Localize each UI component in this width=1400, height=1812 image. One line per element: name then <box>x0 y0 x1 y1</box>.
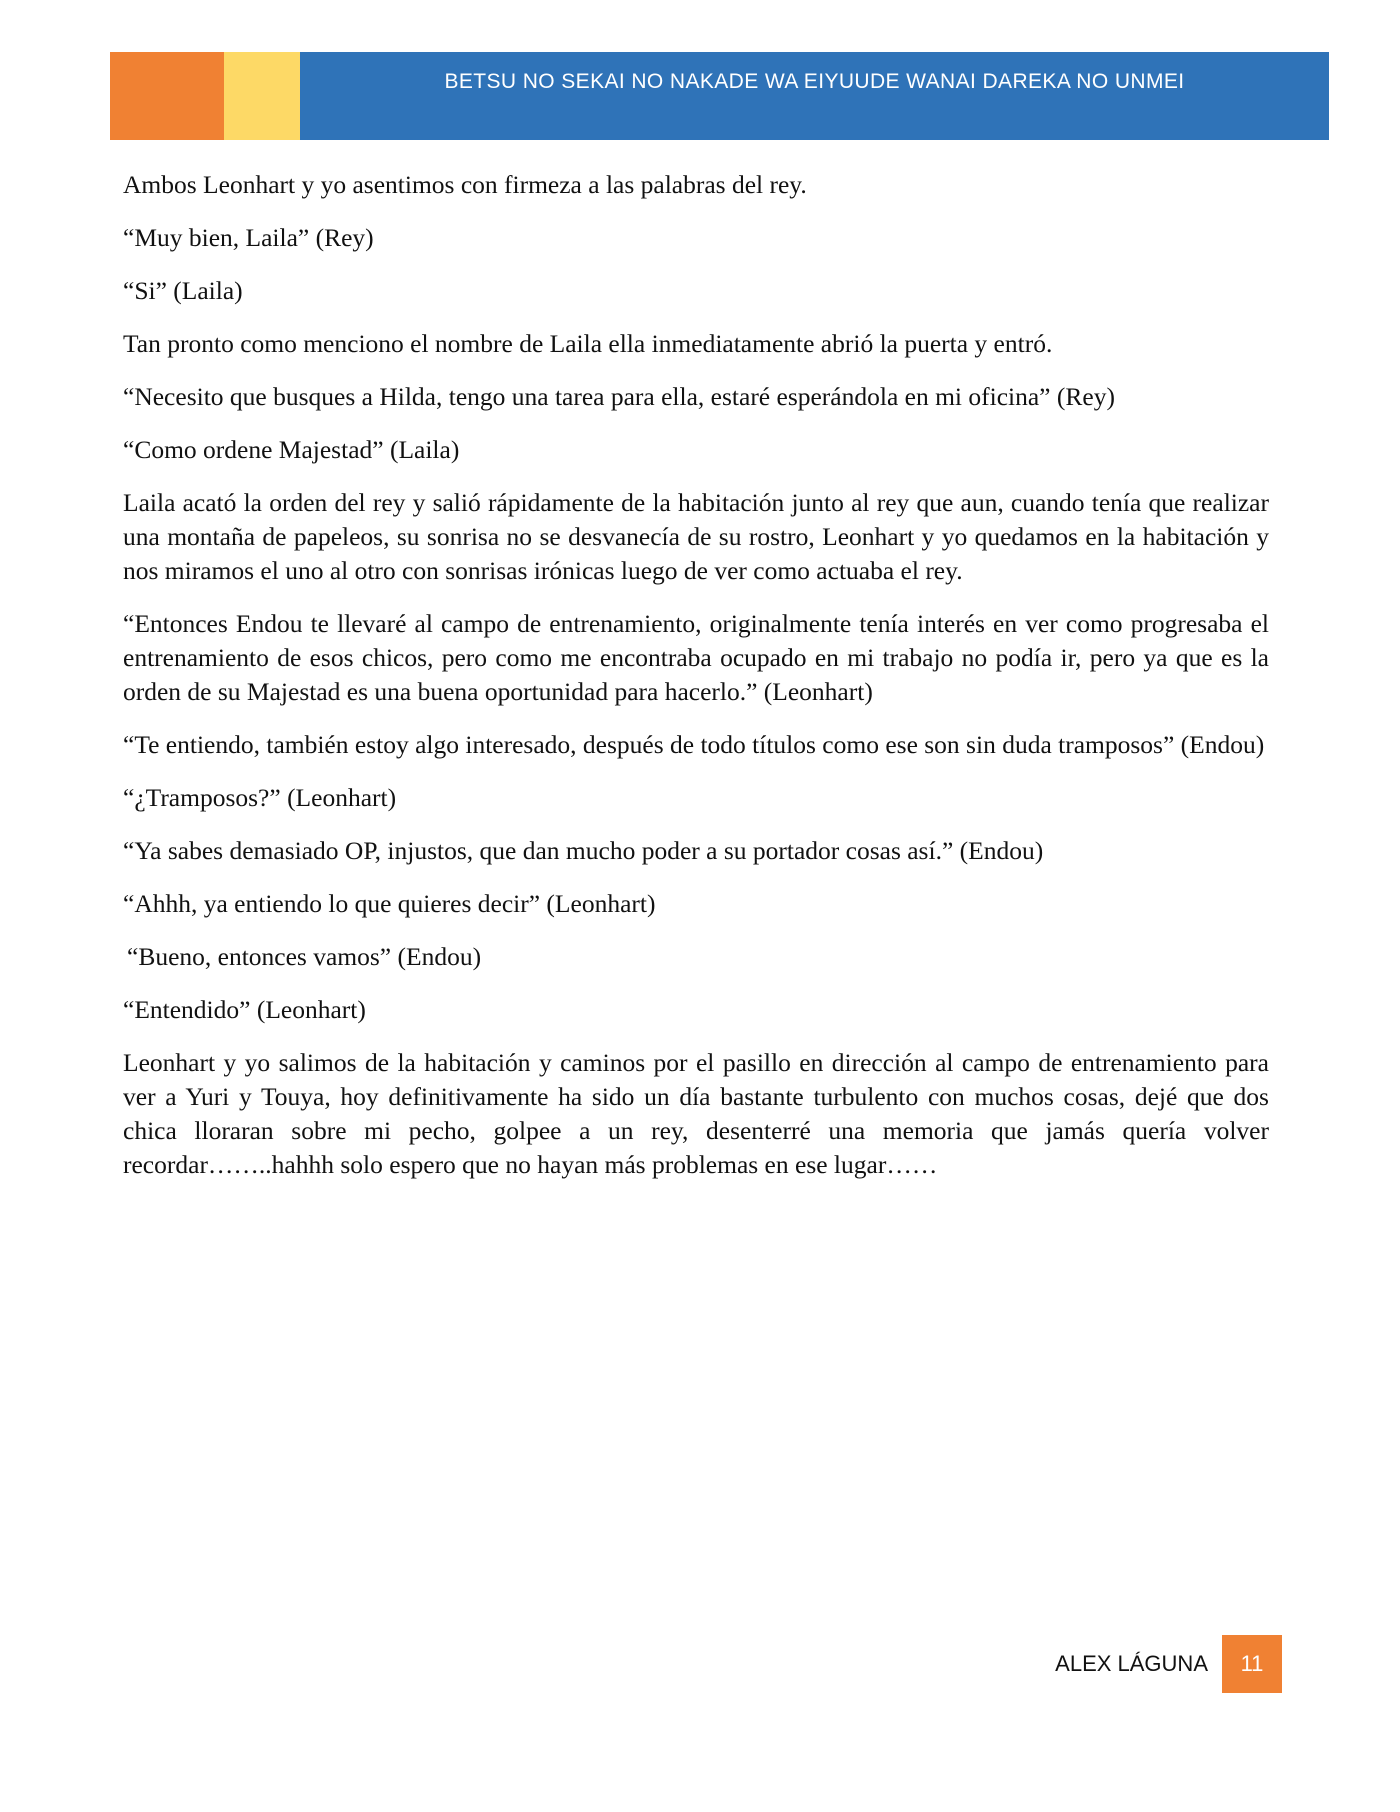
paragraph: “Ahhh, ya entiendo lo que quieres decir” (Leonhart) <box>123 889 656 918</box>
header-title: BETSU NO SEKAI NO NAKADE WA EIYUUDE WANAI DAREKA NO UNMEI <box>444 70 1185 93</box>
page-number-box <box>1222 1635 1282 1693</box>
paragraph: “Como ordene Majestad” (Laila) <box>123 435 460 464</box>
paragraph: Laila acató la orden del rey y salió rápidamente de la habitación junto al rey que aun, cuando tenía que realizar una montaña de papeleos, su sonrisa no se desvanecía de su rostro, Leonhart y yo quedamos en la habitación y nos miramos el uno al otro con sonrisas irónicas luego de ver como actuaba el rey. <box>123 488 1269 585</box>
paragraph: “¿Tramposos?” (Leonhart) <box>123 783 397 812</box>
paragraph: Tan pronto como menciono el nombre de Laila ella inmediatamente abrió la puerta y entró. <box>123 329 1053 358</box>
header-orange-band <box>110 52 224 140</box>
paragraph: “Entonces Endou te llevaré al campo de entrenamiento, originalmente tenía interés en ver como progresaba el entrenamiento de esos chicos, pero como me encontraba ocupado en mi trabajo no podía ir, pero ya que es la orden de su Majestad es una buena oportunidad para hacerlo.” (Leonhart) <box>123 609 1269 706</box>
header-blue-band <box>300 52 1329 140</box>
header-yellow-band <box>224 52 300 140</box>
paragraph: “Entendido” (Leonhart) <box>123 995 366 1024</box>
page-footer <box>1055 1635 1282 1693</box>
page-header <box>110 52 1329 140</box>
paragraph: “Si” (Laila) <box>123 276 243 305</box>
paragraph: “Ya sabes demasiado OP, injustos, que dan mucho poder a su portador cosas así.” (Endou) <box>123 836 1044 865</box>
paragraph: “Muy bien, Laila” (Rey) <box>123 223 374 252</box>
paragraph: “Te entiendo, también estoy algo interesado, después de todo títulos como ese son sin duda tramposos” (Endou) <box>123 730 1265 759</box>
paragraph: “Necesito que busques a Hilda, tengo una tarea para ella, estaré esperándola en mi oficina” (Rey) <box>123 382 1115 411</box>
footer-author: ALEX LÁGUNA <box>1055 1651 1208 1676</box>
page-number: 11 <box>1240 1651 1264 1676</box>
paragraph: “Bueno, entonces vamos” (Endou) <box>127 942 482 971</box>
body-text <box>123 168 1269 1201</box>
paragraph: Ambos Leonhart y yo asentimos con firmeza a las palabras del rey. <box>123 170 807 199</box>
paragraph: Leonhart y yo salimos de la habitación y caminos por el pasillo en dirección al campo de entrenamiento para ver a Yuri y Touya, hoy definitivamente ha sido un día bastante turbulento con muchos cosas, dejé que dos chica lloraran sobre mi pecho, golpee a un rey, desenterré una memoria que jamás quería volver recordar……..hahhh solo espero que no hayan más problemas en ese lugar…… <box>123 1048 1269 1179</box>
